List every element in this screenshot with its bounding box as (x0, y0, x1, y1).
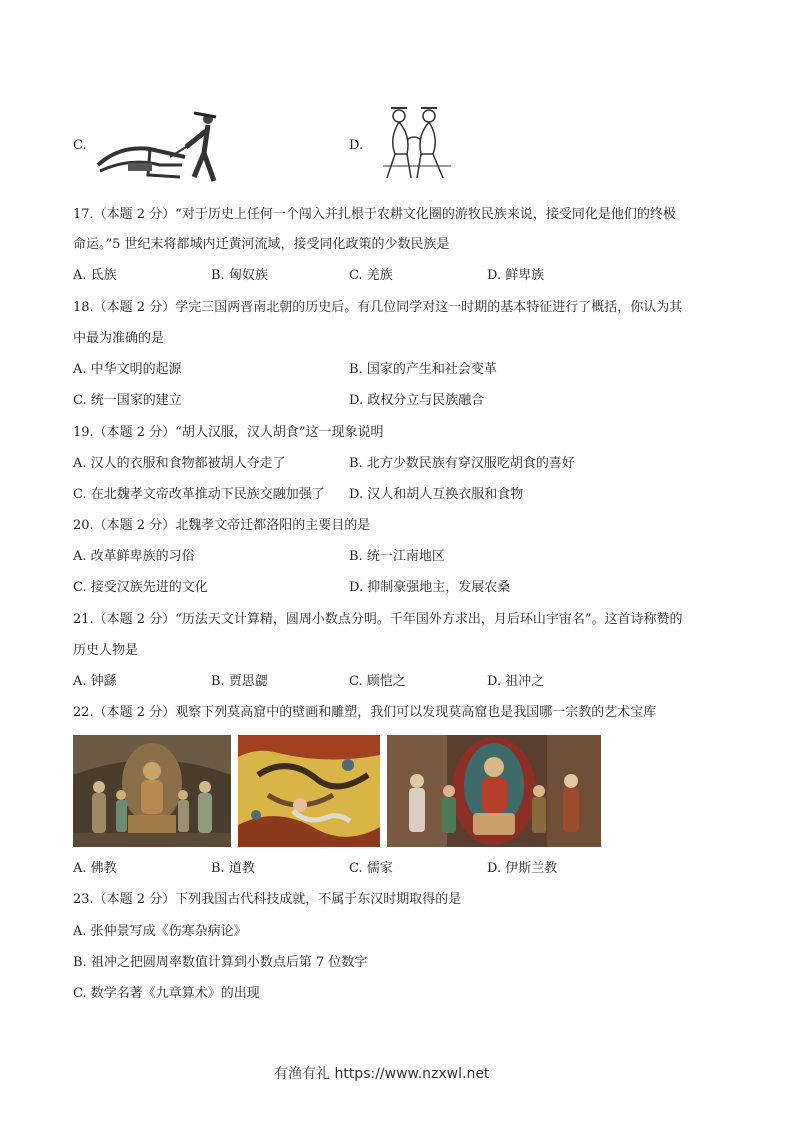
page-footer-watermark: 有渔有礼 https://www.nzxwl.net (274, 1066, 490, 1082)
question-17-option-b: B. 匈奴族 (211, 268, 268, 283)
question-21-stem-line2: 历史人物是 (73, 643, 139, 658)
question-18-option-a: A. 中华文明的起源 (73, 362, 182, 377)
question-22-option-d: D. 伊斯兰教 (487, 861, 558, 876)
question-20-stem: 20.（本题 2 分）北魏孝文帝迁都洛阳的主要目的是 (73, 518, 371, 533)
question-17-option-d: D. 鲜卑族 (487, 268, 545, 283)
question-17-stem-line1: 17.（本题 2 分）“对于历史上任何一个闯入并扎根于农耕文化圈的游牧民族来说，接受同化是他们的终极 (73, 207, 676, 222)
question-18-option-b: B. 国家的产生和社会变革 (349, 362, 497, 377)
buddha-statue-cave-photo (387, 735, 601, 847)
question-21-option-c: C. 顾恺之 (349, 674, 406, 689)
question-18-stem-line2: 中最为准确的是 (73, 331, 165, 346)
question-19-option-a: A. 汉人的衣服和食物都被胡人夺走了 (73, 456, 286, 471)
question-18-stem-line1: 18.（本题 2 分）学完三国两晋南北朝的历史后。有几位同学对这一时期的基本特征进行了概括，你认为其 (73, 300, 683, 315)
mogao-cave-sculptures-photo (73, 735, 231, 847)
question-23-option-c: C. 数学名著《九章算术》的出现 (73, 986, 260, 1001)
question-22-stem: 22.（本题 2 分）观察下列莫高窟中的壁画和雕塑，我们可以发现莫高窟也是我国哪一宗教的艺术宝库 (73, 705, 657, 720)
question-20-option-d: D. 抑制豪强地主，发展农桑 (349, 580, 511, 595)
question-19-option-d: D. 汉人和胡人互换衣服和食物 (349, 487, 524, 502)
flying-apsara-mural-photo (238, 735, 380, 847)
question-18-option-d: D. 政权分立与民族融合 (349, 393, 485, 408)
question-21-option-b: B. 贾思勰 (211, 674, 268, 689)
question-20-option-a: A. 改革鲜卑族的习俗 (73, 549, 195, 564)
question-19-option-b: B. 北方少数民族有穿汉服吃胡食的喜好 (349, 456, 575, 471)
question-19-option-c: C. 在北魏孝文帝改革推动下民族交融加强了 (73, 487, 325, 502)
plowing-figure-image (90, 105, 230, 187)
question-21-stem-line1: 21.（本题 2 分）“历法天文计算精，圆周小数点分明。千年国外方求出，月后环山宇宙名”。这首诗称赞的 (73, 612, 683, 627)
question-20-option-c: C. 接受汉族先进的文化 (73, 580, 208, 595)
question-23-stem: 23.（本题 2 分）下列我国古代科技成就，不属于东汉时期取得的是 (73, 892, 462, 907)
question-22-option-a: A. 佛教 (73, 861, 117, 876)
question-23-option-a: A. 张仲景写成《伤寒杂病论》 (73, 924, 247, 939)
question-21-option-d: D. 祖冲之 (487, 674, 545, 689)
option-c-label: C. (73, 138, 87, 153)
question-17-stem-line2: 命运。”5 世纪末将都城内迁黄河流域，接受同化政策的少数民族是 (73, 237, 450, 252)
option-d-label: D. (349, 138, 364, 153)
question-17-option-c: C. 羌族 (349, 268, 393, 283)
question-18-option-c: C. 统一国家的建立 (73, 393, 182, 408)
seated-figures-image (377, 104, 457, 184)
question-20-option-b: B. 统一江南地区 (349, 549, 445, 564)
question-23-option-b: B. 祖冲之把圆周率数值计算到小数点后第 7 位数字 (73, 955, 368, 970)
question-19-stem: 19.（本题 2 分）“胡人汉服，汉人胡食”这一现象说明 (73, 425, 384, 440)
question-17-option-a: A. 氐族 (73, 268, 117, 283)
question-22-option-c: C. 儒家 (349, 861, 393, 876)
question-22-option-b: B. 道教 (211, 861, 255, 876)
question-21-option-a: A. 钟繇 (73, 674, 117, 689)
